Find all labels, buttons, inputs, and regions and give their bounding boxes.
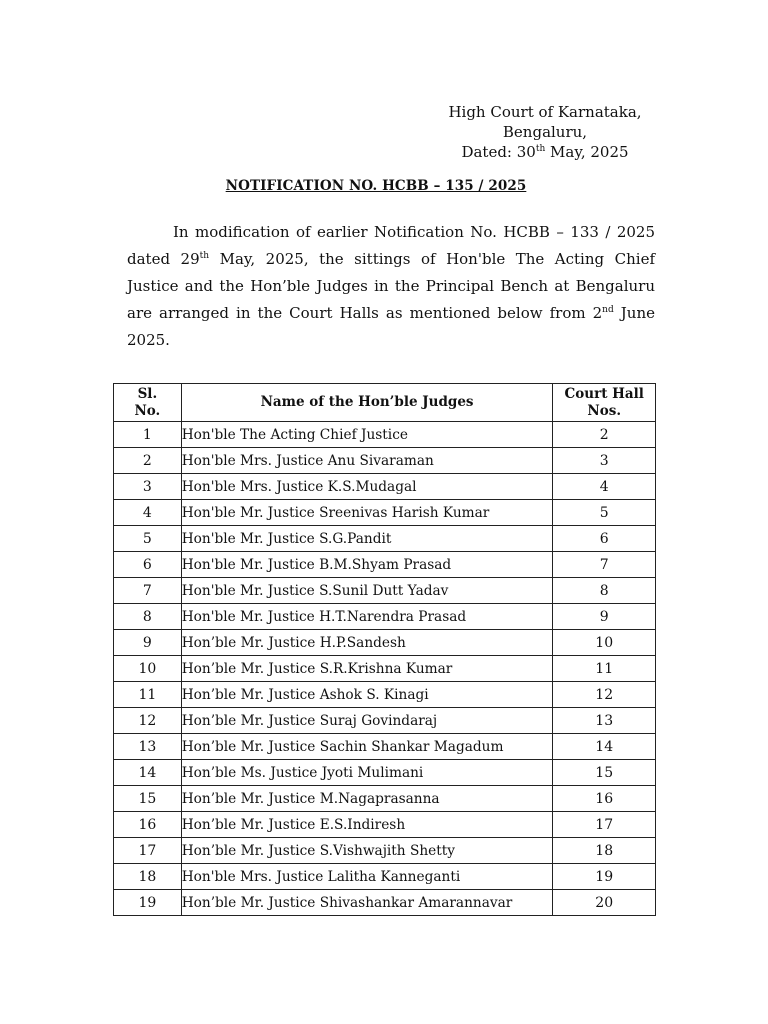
row-court-hall: 18 bbox=[553, 838, 656, 864]
row-court-hall: 15 bbox=[553, 760, 656, 786]
row-sl-no: 4 bbox=[114, 500, 182, 526]
table-row bbox=[114, 890, 656, 916]
row-court-hall: 19 bbox=[553, 864, 656, 890]
row-court-hall: 10 bbox=[553, 630, 656, 656]
table-row bbox=[114, 682, 656, 708]
row-court-hall: 2 bbox=[553, 422, 656, 448]
header-judge-name: Name of the Hon’ble Judges bbox=[181, 384, 553, 422]
row-sl-no: 7 bbox=[114, 578, 182, 604]
table-row bbox=[114, 474, 656, 500]
paragraph-ordinal: nd bbox=[602, 305, 614, 315]
table-row bbox=[114, 656, 656, 682]
row-judge-name: Hon'ble Mr. Justice S.Sunil Dutt Yadav bbox=[181, 578, 553, 604]
row-court-hall: 12 bbox=[553, 682, 656, 708]
row-judge-name: Hon’ble Mr. Justice Suraj Govindaraj bbox=[181, 708, 553, 734]
table-row bbox=[114, 786, 656, 812]
table-row bbox=[114, 448, 656, 474]
row-judge-name: Hon'ble Mr. Justice H.T.Narendra Prasad bbox=[181, 604, 553, 630]
header-hall-line2: Nos. bbox=[587, 402, 622, 419]
row-judge-name: Hon’ble Mr. Justice H.P.Sandesh bbox=[181, 630, 553, 656]
row-judge-name: Hon’ble Mr. Justice Shivashankar Amarannavar bbox=[181, 890, 553, 916]
row-sl-no: 14 bbox=[114, 760, 182, 786]
row-court-hall: 8 bbox=[553, 578, 656, 604]
table-header-row bbox=[114, 384, 656, 422]
paragraph-text: June bbox=[613, 304, 655, 322]
paragraph-line bbox=[127, 246, 655, 273]
notification-title: NOTIFICATION NO. HCBB – 135 / 2025 bbox=[225, 178, 527, 194]
row-judge-name: Hon'ble Mr. Justice B.M.Shyam Prasad bbox=[181, 552, 553, 578]
header-sl-no bbox=[114, 384, 182, 422]
row-court-hall: 16 bbox=[553, 786, 656, 812]
row-judge-name: Hon’ble Mr. Justice M.Nagaprasanna bbox=[181, 786, 553, 812]
row-sl-no: 6 bbox=[114, 552, 182, 578]
judges-court-hall-table bbox=[113, 383, 656, 916]
paragraph-text: May, 2025, the sittings of Hon'ble The Acting Chief bbox=[209, 250, 655, 268]
paragraph-line bbox=[127, 300, 655, 327]
table-row bbox=[114, 838, 656, 864]
header-hall-line1: Court Hall bbox=[564, 385, 644, 402]
row-sl-no: 10 bbox=[114, 656, 182, 682]
table-row bbox=[114, 630, 656, 656]
paragraph-line: 2025. bbox=[127, 331, 170, 349]
table-row bbox=[114, 500, 656, 526]
row-judge-name: Hon'ble Mr. Justice Sreenivas Harish Kumar bbox=[181, 500, 553, 526]
table-row bbox=[114, 734, 656, 760]
row-sl-no: 12 bbox=[114, 708, 182, 734]
row-judge-name: Hon’ble Mr. Justice S.R.Krishna Kumar bbox=[181, 656, 553, 682]
row-sl-no: 11 bbox=[114, 682, 182, 708]
row-sl-no: 5 bbox=[114, 526, 182, 552]
row-court-hall: 17 bbox=[553, 812, 656, 838]
row-judge-name: Hon'ble The Acting Chief Justice bbox=[181, 422, 553, 448]
header-sl-line2: No. bbox=[134, 402, 161, 419]
row-court-hall: 3 bbox=[553, 448, 656, 474]
row-court-hall: 14 bbox=[553, 734, 656, 760]
table-row bbox=[114, 864, 656, 890]
table-row bbox=[114, 526, 656, 552]
row-sl-no: 15 bbox=[114, 786, 182, 812]
paragraph-line: Justice and the Hon’ble Judges in the Principal Bench at Bengaluru bbox=[127, 277, 655, 295]
table-row bbox=[114, 708, 656, 734]
notification-paragraph bbox=[127, 219, 655, 354]
date-suffix: May, 2025 bbox=[545, 143, 629, 161]
row-sl-no: 1 bbox=[114, 422, 182, 448]
table-body bbox=[114, 422, 656, 916]
row-court-hall: 13 bbox=[553, 708, 656, 734]
row-sl-no: 19 bbox=[114, 890, 182, 916]
paragraph-text: dated 29 bbox=[127, 250, 200, 268]
row-sl-no: 3 bbox=[114, 474, 182, 500]
paragraph-line: In modification of earlier Notification No. HCBB – 133 / 2025 bbox=[173, 223, 655, 241]
row-judge-name: Hon’ble Mr. Justice S.Vishwajith Shetty bbox=[181, 838, 553, 864]
row-judge-name: Hon'ble Mrs. Justice Lalitha Kanneganti bbox=[181, 864, 553, 890]
date-prefix: Dated: 30 bbox=[461, 143, 536, 161]
row-judge-name: Hon'ble Mrs. Justice K.S.Mudagal bbox=[181, 474, 553, 500]
row-court-hall: 11 bbox=[553, 656, 656, 682]
table-row bbox=[114, 552, 656, 578]
row-court-hall: 20 bbox=[553, 890, 656, 916]
table-row bbox=[114, 422, 656, 448]
court-city: Bengaluru, bbox=[502, 123, 588, 141]
table-row bbox=[114, 578, 656, 604]
notification-date bbox=[430, 142, 660, 162]
row-judge-name: Hon’ble Mr. Justice Ashok S. Kinagi bbox=[181, 682, 553, 708]
row-sl-no: 8 bbox=[114, 604, 182, 630]
row-sl-no: 17 bbox=[114, 838, 182, 864]
row-judge-name: Hon’ble Ms. Justice Jyoti Mulimani bbox=[181, 760, 553, 786]
row-court-hall: 5 bbox=[553, 500, 656, 526]
header-sl-line1: Sl. bbox=[137, 385, 158, 402]
row-judge-name: Hon’ble Mr. Justice Sachin Shankar Magadum bbox=[181, 734, 553, 760]
table-row bbox=[114, 760, 656, 786]
row-sl-no: 16 bbox=[114, 812, 182, 838]
court-name: High Court of Karnataka, bbox=[448, 103, 642, 121]
date-ordinal: th bbox=[535, 144, 546, 154]
row-court-hall: 9 bbox=[553, 604, 656, 630]
row-court-hall: 4 bbox=[553, 474, 656, 500]
row-court-hall: 7 bbox=[553, 552, 656, 578]
row-judge-name: Hon’ble Mr. Justice E.S.Indiresh bbox=[181, 812, 553, 838]
header-court-hall bbox=[553, 384, 656, 422]
header-address-block bbox=[430, 102, 660, 162]
paragraph-ordinal: th bbox=[199, 251, 210, 261]
row-judge-name: Hon'ble Mr. Justice S.G.Pandit bbox=[181, 526, 553, 552]
row-sl-no: 2 bbox=[114, 448, 182, 474]
row-sl-no: 18 bbox=[114, 864, 182, 890]
row-sl-no: 9 bbox=[114, 630, 182, 656]
row-judge-name: Hon'ble Mrs. Justice Anu Sivaraman bbox=[181, 448, 553, 474]
table-row bbox=[114, 812, 656, 838]
paragraph-text: are arranged in the Court Halls as mentioned below from 2 bbox=[127, 304, 603, 322]
row-sl-no: 13 bbox=[114, 734, 182, 760]
row-court-hall: 6 bbox=[553, 526, 656, 552]
table-row bbox=[114, 604, 656, 630]
